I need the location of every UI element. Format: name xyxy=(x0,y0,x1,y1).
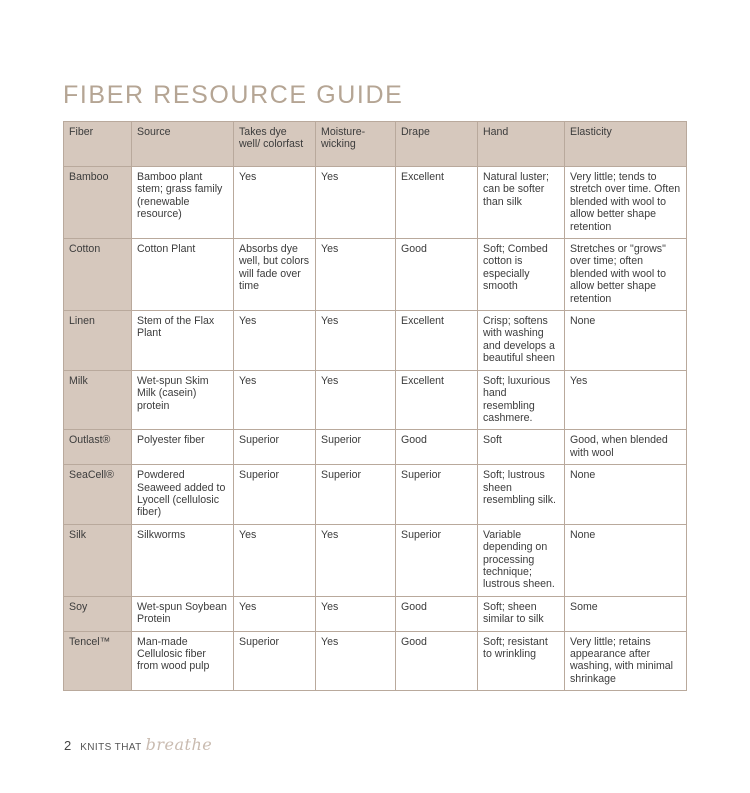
moisture-cell: Superior xyxy=(316,430,396,465)
fiber-name-cell: Linen xyxy=(64,311,132,371)
drape-cell: Good xyxy=(396,430,478,465)
drape-cell: Superior xyxy=(396,465,478,525)
fiber-name-cell: Bamboo xyxy=(64,167,132,239)
source-cell: Bamboo plant stem; grass family (renewable resource) xyxy=(132,167,234,239)
dye-cell: Yes xyxy=(234,596,316,631)
hand-cell: Variable depending on processing technique; lustrous sheen. xyxy=(478,524,565,596)
drape-cell: Excellent xyxy=(396,311,478,371)
fiber-table xyxy=(63,121,687,691)
source-cell: Silkworms xyxy=(132,524,234,596)
elasticity-cell: None xyxy=(565,465,687,525)
drape-cell: Good xyxy=(396,596,478,631)
source-cell: Wet-spun Soybean Protein xyxy=(132,596,234,631)
fiber-name-cell: Outlast® xyxy=(64,430,132,465)
dye-cell: Superior xyxy=(234,631,316,691)
column-header: Source xyxy=(132,122,234,167)
column-header: Takes dye well/ colorfast xyxy=(234,122,316,167)
dye-cell: Superior xyxy=(234,430,316,465)
elasticity-cell: Very little; tends to stretch over time. Often blended with wool to allow better shape retention xyxy=(565,167,687,239)
moisture-cell: Yes xyxy=(316,239,396,311)
elasticity-cell: None xyxy=(565,311,687,371)
source-cell: Man-made Cellulosic fiber from wood pulp xyxy=(132,631,234,691)
fiber-name-cell: Cotton xyxy=(64,239,132,311)
column-header: Moisture-wicking xyxy=(316,122,396,167)
dye-cell: Yes xyxy=(234,524,316,596)
table-row xyxy=(64,596,687,631)
moisture-cell: Yes xyxy=(316,631,396,691)
table-row xyxy=(64,239,687,311)
book-title-plain: KNITS THAT xyxy=(80,742,142,753)
source-cell: Cotton Plant xyxy=(132,239,234,311)
dye-cell: Yes xyxy=(234,167,316,239)
book-title-script: breathe xyxy=(145,735,213,754)
hand-cell: Soft xyxy=(478,430,565,465)
moisture-cell: Yes xyxy=(316,370,396,430)
page-title: FIBER RESOURCE GUIDE xyxy=(63,80,404,109)
hand-cell: Soft; Combed cotton is especially smooth xyxy=(478,239,565,311)
column-header: Drape xyxy=(396,122,478,167)
drape-cell: Good xyxy=(396,631,478,691)
elasticity-cell: Some xyxy=(565,596,687,631)
hand-cell: Soft; resistant to wrinkling xyxy=(478,631,565,691)
drape-cell: Excellent xyxy=(396,167,478,239)
drape-cell: Superior xyxy=(396,524,478,596)
fiber-name-cell: Tencel™ xyxy=(64,631,132,691)
moisture-cell: Yes xyxy=(316,167,396,239)
table-header-row xyxy=(64,122,687,167)
source-cell: Powdered Seaweed added to Lyocell (cellulosic fiber) xyxy=(132,465,234,525)
source-cell: Wet-spun Skim Milk (casein) protein xyxy=(132,370,234,430)
elasticity-cell: None xyxy=(565,524,687,596)
hand-cell: Soft; lustrous sheen resembling silk. xyxy=(478,465,565,525)
table-row xyxy=(64,465,687,525)
table-row xyxy=(64,430,687,465)
fiber-name-cell: Silk xyxy=(64,524,132,596)
fiber-name-cell: Soy xyxy=(64,596,132,631)
drape-cell: Good xyxy=(396,239,478,311)
drape-cell: Excellent xyxy=(396,370,478,430)
dye-cell: Superior xyxy=(234,465,316,525)
table-row xyxy=(64,167,687,239)
page-number: 2 xyxy=(64,738,72,753)
elasticity-cell: Yes xyxy=(565,370,687,430)
table-row xyxy=(64,311,687,371)
elasticity-cell: Good, when blended with wool xyxy=(565,430,687,465)
elasticity-cell: Stretches or "grows" over time; often blended with wool to allow better shape retention xyxy=(565,239,687,311)
moisture-cell: Yes xyxy=(316,524,396,596)
hand-cell: Natural luster; can be softer than silk xyxy=(478,167,565,239)
moisture-cell: Superior xyxy=(316,465,396,525)
fiber-name-cell: Milk xyxy=(64,370,132,430)
dye-cell: Yes xyxy=(234,311,316,371)
hand-cell: Crisp; softens with washing and develops a beautiful sheen xyxy=(478,311,565,371)
dye-cell: Absorbs dye well, but colors will fade over time xyxy=(234,239,316,311)
column-header: Fiber xyxy=(64,122,132,167)
dye-cell: Yes xyxy=(234,370,316,430)
column-header: Elasticity xyxy=(565,122,687,167)
elasticity-cell: Very little; retains appearance after washing, with minimal shrinkage xyxy=(565,631,687,691)
source-cell: Polyester fiber xyxy=(132,430,234,465)
table-row xyxy=(64,370,687,430)
table-row xyxy=(64,524,687,596)
hand-cell: Soft; luxurious hand resembling cashmere. xyxy=(478,370,565,430)
moisture-cell: Yes xyxy=(316,311,396,371)
moisture-cell: Yes xyxy=(316,596,396,631)
hand-cell: Soft; sheen similar to silk xyxy=(478,596,565,631)
column-header: Hand xyxy=(478,122,565,167)
fiber-name-cell: SeaCell® xyxy=(64,465,132,525)
page-footer xyxy=(64,735,212,754)
table-row xyxy=(64,631,687,691)
source-cell: Stem of the Flax Plant xyxy=(132,311,234,371)
